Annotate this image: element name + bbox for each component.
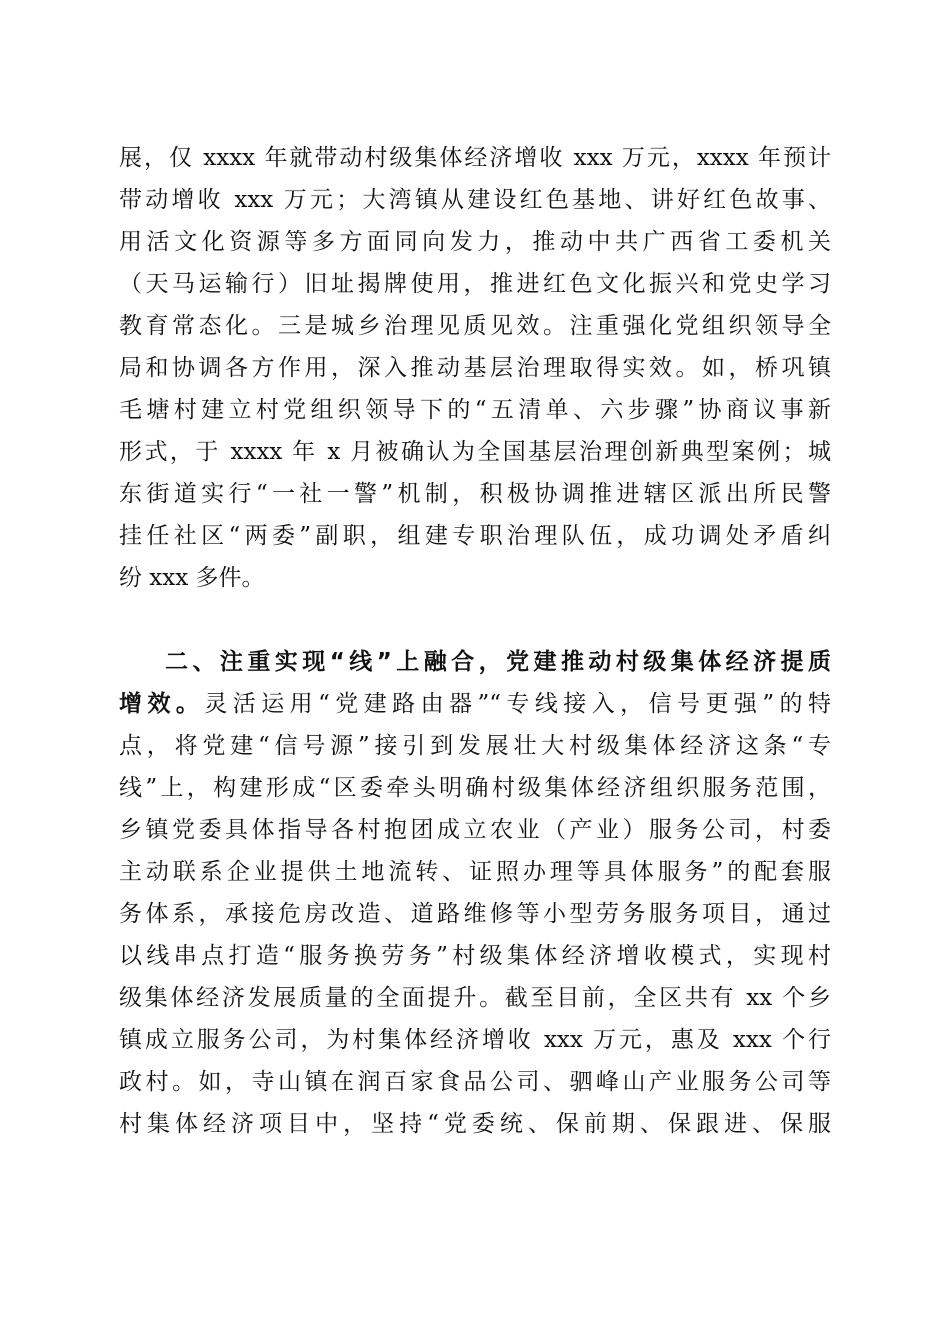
text-line: 线”上，构建形成“区委牵头明确村级集体经济组织服务范围，	[119, 775, 831, 801]
text-line: 挂任社区“两委”副职，组建专职治理队伍，成功调处矛盾纠	[119, 523, 831, 549]
text-line: 教育常态化。三是城乡治理见质见效。注重强化党组织领导全	[119, 313, 831, 339]
text-line-rest: 灵活运用“党建路由器”“专线接入，信号更强”的特	[204, 691, 831, 717]
text-line: 毛塘村建立村党组织领导下的“五清单、六步骤”协商议事新	[119, 397, 831, 423]
paragraph-1	[119, 137, 831, 599]
text-line: 乡镇党委具体指导各村抱团成立农业（产业）服务公司，村委	[119, 817, 831, 843]
text-line: 局和协调各方作用，深入推动基层治理取得实效。如，桥巩镇	[119, 355, 831, 381]
text-line: 以线串点打造“服务换劳务”村级集体经济增收模式，实现村	[119, 943, 831, 969]
text-line: 村集体经济项目中，坚持“党委统、保前期、保跟进、保服	[119, 1111, 831, 1137]
text-line: 级集体经济发展质量的全面提升。截至目前，全区共有 xx 个乡	[119, 985, 831, 1011]
text-line: 政村。如，寺山镇在润百家食品公司、驷峰山产业服务公司等	[119, 1069, 831, 1095]
section-heading-end: 增效。	[119, 691, 205, 717]
text-line: 镇成立服务公司，为村集体经济增收 xxx 万元，惠及 xxx 个行	[119, 1027, 831, 1053]
text-line: 主动联系企业提供土地流转、证照办理等具体服务”的配套服	[119, 859, 831, 885]
text-line: 展，仅 xxxx 年就带动村级集体经济增收 xxx 万元，xxxx 年预计	[119, 145, 831, 171]
text-line: （天马运输行）旧址揭牌使用，推进红色文化振兴和党史学习	[119, 271, 831, 297]
text-line: 形式，于 xxxx 年 x 月被确认为全国基层治理创新典型案例；城	[119, 439, 831, 465]
text-line: 东街道实行“一社一警”机制，积极协调推进辖区派出所民警	[119, 481, 831, 507]
text-line: 纷 xxx 多件。	[119, 565, 265, 591]
text-line: 点，将党建“信号源”接引到发展壮大村级集体经济这条“专	[119, 733, 831, 759]
text-line: 用活文化资源等多方面同向发力，推动中共广西省工委机关	[119, 229, 831, 255]
text-line	[119, 683, 831, 725]
text-line: 带动增收 xxx 万元；大湾镇从建设红色基地、讲好红色故事、	[119, 187, 831, 213]
section-heading: 二、注重实现“线”上融合，党建推动村级集体经济提质	[165, 649, 831, 675]
text-line: 务体系，承接危房改造、道路维修等小型劳务服务项目，通过	[119, 901, 831, 927]
paragraph-2	[119, 641, 831, 1145]
